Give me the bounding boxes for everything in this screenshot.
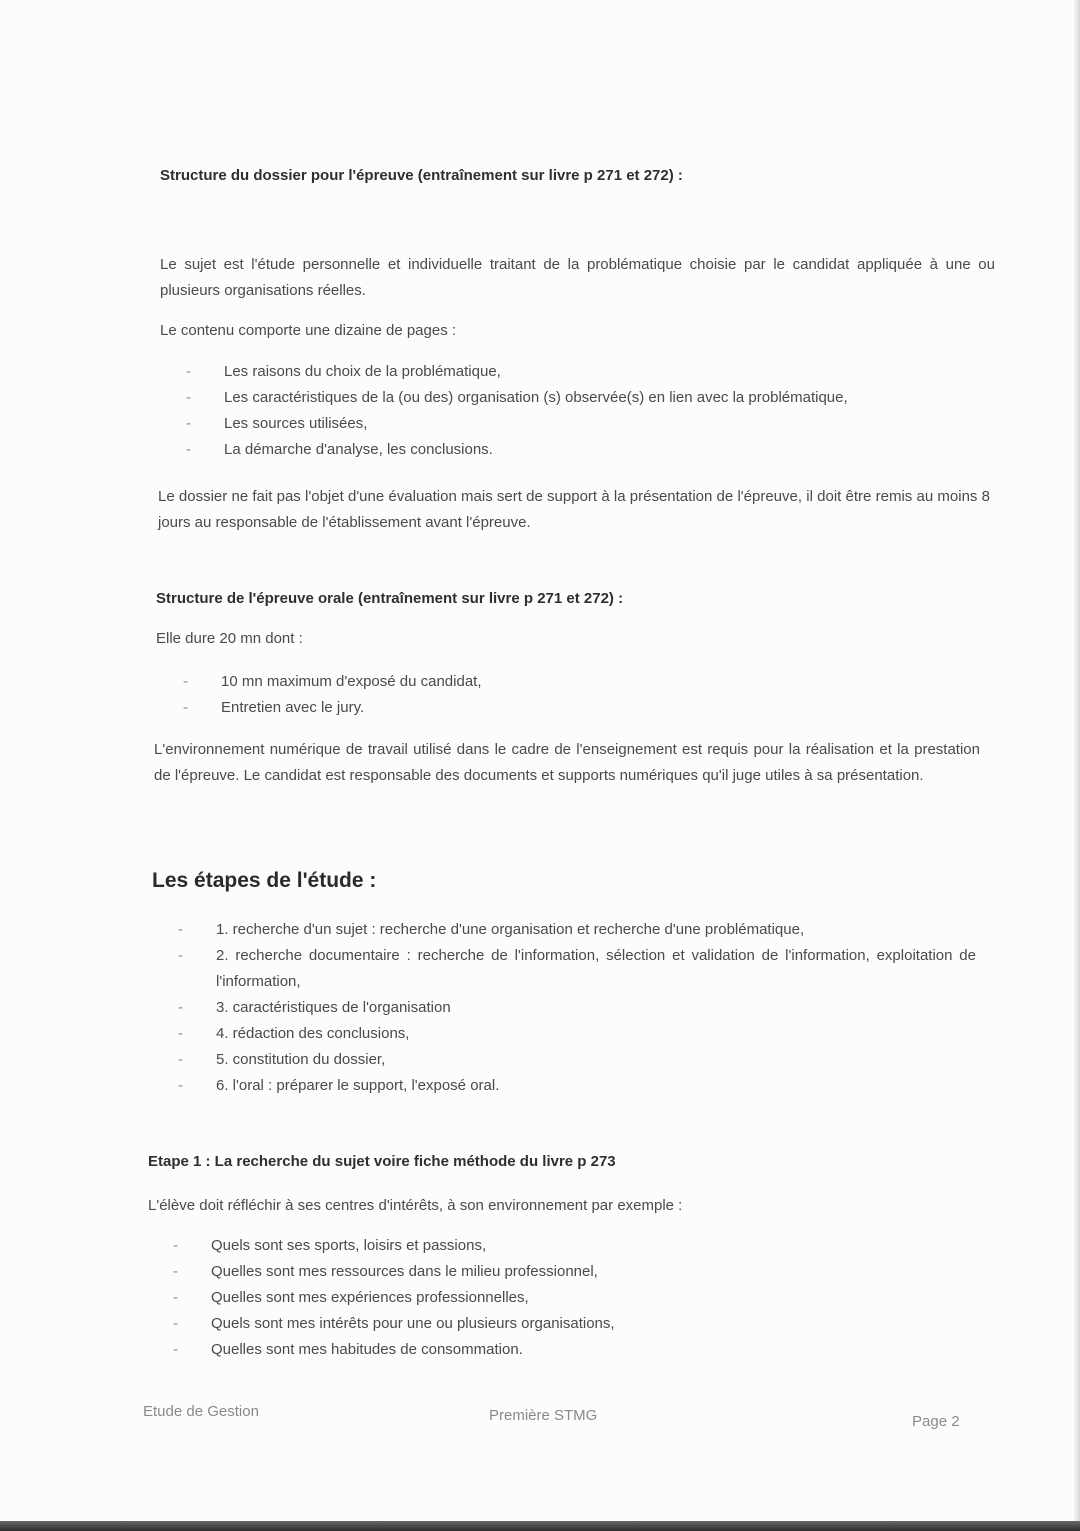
list-item: - 4. rédaction des conclusions, bbox=[216, 1021, 976, 1047]
footer-course-name: Etude de Gestion bbox=[143, 1403, 259, 1420]
footer-page-number: Page 2 bbox=[912, 1413, 960, 1430]
dash-bullet: - bbox=[173, 1341, 178, 1358]
list-item: - Les sources utilisées, bbox=[224, 411, 994, 437]
list-item: - Entretien avec le jury. bbox=[221, 695, 921, 721]
list-item: - Quelles sont mes habitudes de consommation. bbox=[211, 1337, 911, 1363]
list-item: - 1. recherche d'un sujet : recherche d'une organisation et recherche d'une problématique, bbox=[216, 917, 976, 943]
dash-bullet: - bbox=[186, 441, 191, 458]
dossier-paragraph-subject: Le sujet est l'étude personnelle et individuelle traitant de la problématique choisie par le candidat appliquée à une ou plusieurs organisations réelles. bbox=[160, 256, 995, 299]
scan-shadow-right bbox=[1074, 0, 1080, 1531]
etapes-list bbox=[178, 917, 976, 1099]
dash-bullet: - bbox=[178, 999, 183, 1016]
list-item: - 5. constitution du dossier, bbox=[216, 1047, 976, 1073]
scan-shadow-bottom bbox=[0, 1521, 1080, 1531]
list-item: - Les raisons du choix de la problématique, bbox=[224, 359, 994, 385]
footer-class-name: Première STMG bbox=[489, 1407, 598, 1424]
list-item: - 2. recherche documentaire : recherche de l'information, sélection et validation de l'information, exploitation de l'information, bbox=[216, 943, 976, 995]
oral-heading: Structure de l'épreuve orale (entraînement sur livre p 271 et 272) : bbox=[156, 590, 624, 607]
list-item: - 10 mn maximum d'exposé du candidat, bbox=[221, 669, 921, 695]
dash-bullet: - bbox=[178, 1025, 183, 1042]
list-item: - Quelles sont mes ressources dans le milieu professionnel, bbox=[211, 1259, 911, 1285]
dash-bullet: - bbox=[183, 673, 188, 690]
dash-bullet: - bbox=[186, 389, 191, 406]
list-item: - 6. l'oral : préparer le support, l'exposé oral. bbox=[216, 1073, 976, 1099]
etape1-paragraph: L'élève doit réfléchir à ses centres d'intérêts, à son environnement par exemple : bbox=[148, 1197, 683, 1214]
dash-bullet: - bbox=[173, 1237, 178, 1254]
dash-bullet: - bbox=[173, 1289, 178, 1306]
dash-bullet: - bbox=[183, 699, 188, 716]
dash-bullet: - bbox=[186, 363, 191, 380]
dossier-content-list bbox=[186, 359, 994, 463]
list-item: - Quels sont ses sports, loisirs et passions, bbox=[211, 1233, 911, 1259]
etapes-heading: Les étapes de l'étude : bbox=[152, 869, 377, 892]
list-item: - 3. caractéristiques de l'organisation bbox=[216, 995, 976, 1021]
dash-bullet: - bbox=[178, 947, 183, 964]
etape1-heading: Etape 1 : La recherche du sujet voire fiche méthode du livre p 273 bbox=[148, 1153, 616, 1170]
oral-paragraph-duration: Elle dure 20 mn dont : bbox=[156, 630, 303, 647]
list-item: - Quels sont mes intérêts pour une ou plusieurs organisations, bbox=[211, 1311, 911, 1337]
dash-bullet: - bbox=[178, 1051, 183, 1068]
list-item: - La démarche d'analyse, les conclusions. bbox=[224, 437, 994, 463]
dash-bullet: - bbox=[173, 1263, 178, 1280]
dash-bullet: - bbox=[178, 921, 183, 938]
list-item: - Quelles sont mes expériences professionnelles, bbox=[211, 1285, 911, 1311]
oral-paragraph-environment: L'environnement numérique de travail utilisé dans le cadre de l'enseignement est requis pour la réalisation et la prestation de l'épreuve. Le candidat est responsable des documents et supports numériques qu'il juge utiles à sa présentation. bbox=[154, 741, 980, 784]
dash-bullet: - bbox=[173, 1315, 178, 1332]
dossier-heading: Structure du dossier pour l'épreuve (entraînement sur livre p 271 et 272) : bbox=[160, 167, 683, 184]
dossier-paragraph-content: Le contenu comporte une dizaine de pages : bbox=[160, 322, 457, 339]
dash-bullet: - bbox=[186, 415, 191, 432]
oral-list bbox=[183, 669, 921, 721]
list-item: - Les caractéristiques de la (ou des) organisation (s) observée(s) en lien avec la problématique, bbox=[224, 385, 994, 411]
dash-bullet: - bbox=[178, 1077, 183, 1094]
dossier-paragraph-evaluation: Le dossier ne fait pas l'objet d'une évaluation mais sert de support à la présentation de l'épreuve, il doit être remis au moins 8 jours au responsable de l'établissement avant l'épreuve. bbox=[158, 488, 990, 531]
etape1-list bbox=[173, 1233, 911, 1363]
